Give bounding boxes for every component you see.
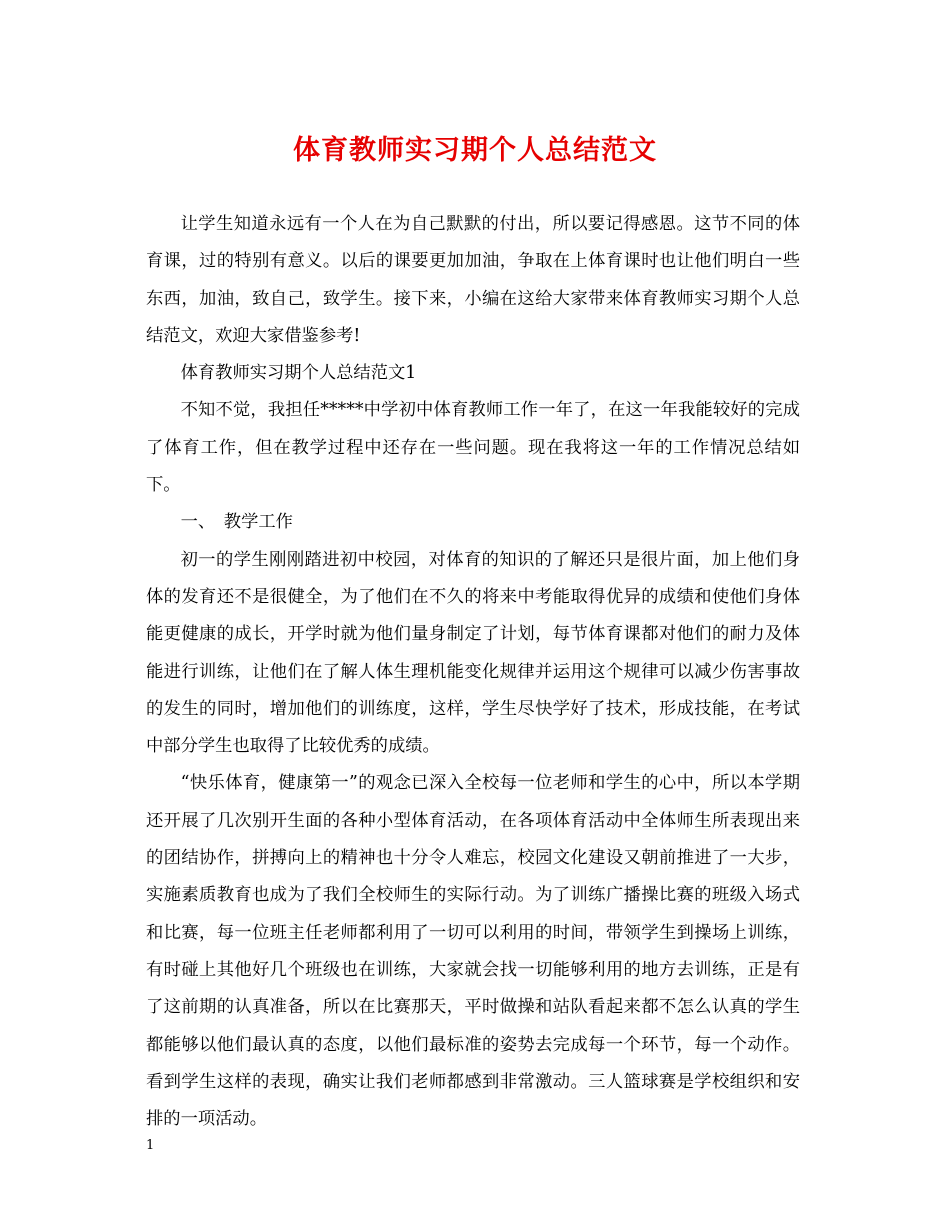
body-paragraph: “快乐体育，健康第一”的观念已深入全校每一位老师和学生的心中，所以本学期还开展了几次别开生面的各种小型体育活动，在各项体育活动中全体师生所表现出来的团结协作，拼搏向上的精神也十分令人难忘，校园文化建设又朝前推进了一大步，实施素质教育也成为了我们全校师生的实际行动。为了训练广播操比赛的班级入场式和比赛，每一位班主任老师都利用了一切可以利用的时间，带领学生到操场上训练，有时碰上其他好几个班级也在训练，大家就会找一切能够利用的地方去训练，正是有了这前期的认真准备，所以在比赛那天，平时做操和站队看起来都不怎么认真的学生都能够以他们最认真的态度，以他们最标准的姿势去完成每一个环节，每一个动作。看到学生这样的表现，确实让我们老师都感到非常激动。三人篮球赛是学校组织和安排的一项活动。 — [146, 773, 800, 1130]
document-title: 体育教师实习期个人总结范文 — [293, 135, 657, 166]
section-heading: 体育教师实习期个人总结范文1 — [180, 363, 417, 384]
body-paragraph: 不知不觉，我担任*****中学初中体育教师工作一年了，在这一年我能较好的完成了体育工作，但在教学过程中还存在一些问题。现在我将这一年的工作情况总结如下。 — [146, 400, 800, 496]
subsection-heading: 一、 教学工作 — [180, 512, 293, 533]
body-paragraph: 初一的学生刚刚踏进初中校园，对体育的知识的了解还只是很片面，加上他们身体的发育还不是很健全，为了他们在不久的将来中考能取得优异的成绩和使他们身体能更健康的成长，开学时就为他们量身制定了计划，每节体育课都对他们的耐力及体能进行训练，让他们在了解人体生理机能变化规律并运用这个规律可以减少伤害事故的发生的同时，增加他们的训练度，这样，学生尽快学好了技术，形成技能，在考试中部分学生也取得了比较优秀的成绩。 — [146, 549, 800, 757]
intro-paragraph: 让学生知道永远有一个人在为自己默默的付出，所以要记得感恩。这节不同的体育课，过的特别有意义。以后的课要更加加油，争取在上体育课时也让他们明白一些东西，加油，致自己，致学生。接下来，小编在这给大家带来体育教师实习期个人总结范文，欢迎大家借鉴参考! — [146, 214, 800, 346]
document-body — [146, 206, 800, 1138]
page-number: 1 — [146, 1138, 155, 1153]
